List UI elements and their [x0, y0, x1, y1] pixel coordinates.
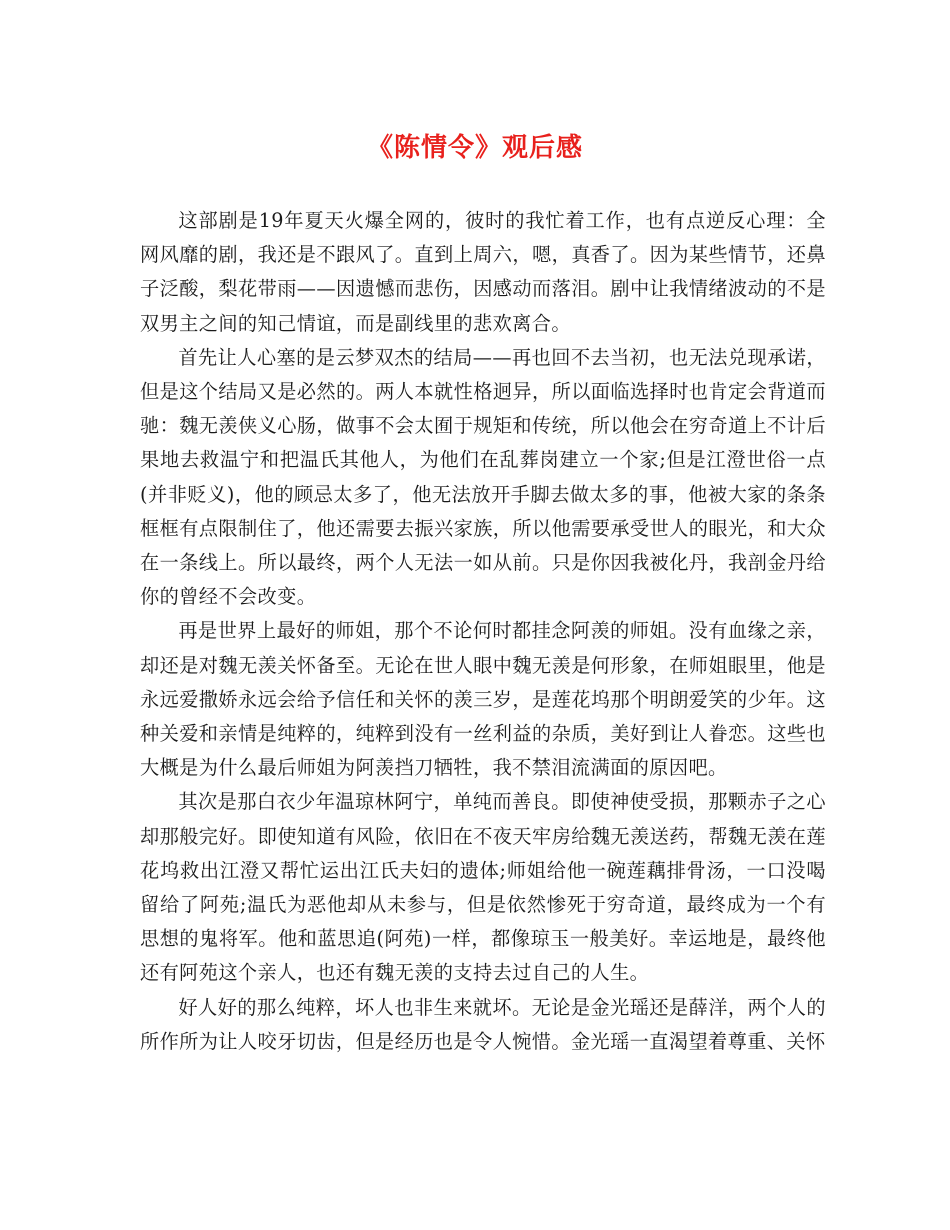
paragraph: 其次是那白衣少年温琼林阿宁，单纯而善良。即使神使受损，那颗赤子之心却那般完好。即使知道有风险，依旧在不夜天牢房给魏无羡送药，帮魏无羡在莲花坞救出江澄又帮忙运出江氏夫妇的遗体;师姐给他一碗莲藕排骨汤，一口没喝留给了阿苑;温氏为恶他却从未参与，但是依然惨死于穷奇道，最终成为一个有思想的鬼将军。他和蓝思追(阿苑)一样，都像琼玉一般美好。幸运地是，最终他还有阿苑这个亲人，也还有魏无羡的支持去过自己的人生。: [140, 790, 826, 985]
paragraph: 这部剧是19年夏天火爆全网的，彼时的我忙着工作，也有点逆反心理：全网风靡的剧，我还是不跟风了。直到上周六，嗯，真香了。因为某些情节，还鼻子泛酸，梨花带雨——因遗憾而悲伤，因感动而落泪。剧中让我情绪波动的不是双男主之间的知己情谊，而是副线里的悲欢离合。: [140, 209, 826, 335]
document-title: 《陈情令》观后感: [366, 133, 583, 163]
paragraph: 首先让人心塞的是云梦双杰的结局——再也回不去当初，也无法兑现承诺，但是这个结局又是必然的。两人本就性格迥异，所以面临选择时也肯定会背道而驰：魏无羡侠义心肠，做事不会太囿于规矩和传统，所以他会在穷奇道上不计后果地去救温宁和把温氏其他人，为他们在乱葬岗建立一个家;但是江澄世俗一点(并非贬义)，他的顾忌太多了，他无法放开手脚去做太多的事，他被大家的条条框框有点限制住了，他还需要去振兴家族，所以他需要承受世人的眼光，和大众在一条线上。所以最终，两个人无法一如从前。只是你因我被化丹，我剖金丹给你的曾经不会改变。: [140, 345, 826, 609]
document-body: [140, 204, 826, 1059]
paragraph: 再是世界上最好的师姐，那个不论何时都挂念阿羡的师姐。没有血缘之亲，却还是对魏无羡关怀备至。无论在世人眼中魏无羡是何形象，在师姐眼里，他是永远爱撒娇永远会给予信任和关怀的羡三岁，是莲花坞那个明朗爱笑的少年。这种关爱和亲情是纯粹的，纯粹到没有一丝利益的杂质，美好到让人眷恋。这些也大概是为什么最后师姐为阿羡挡刀牺牲，我不禁泪流满面的原因吧。: [140, 619, 826, 780]
paragraph: 好人好的那么纯粹，坏人也非生来就坏。无论是金光瑶还是薛洋，两个人的所作所为让人咬牙切齿，但是经历也是令人惋惜。金光瑶一直渴望着尊重、关怀: [140, 995, 826, 1053]
